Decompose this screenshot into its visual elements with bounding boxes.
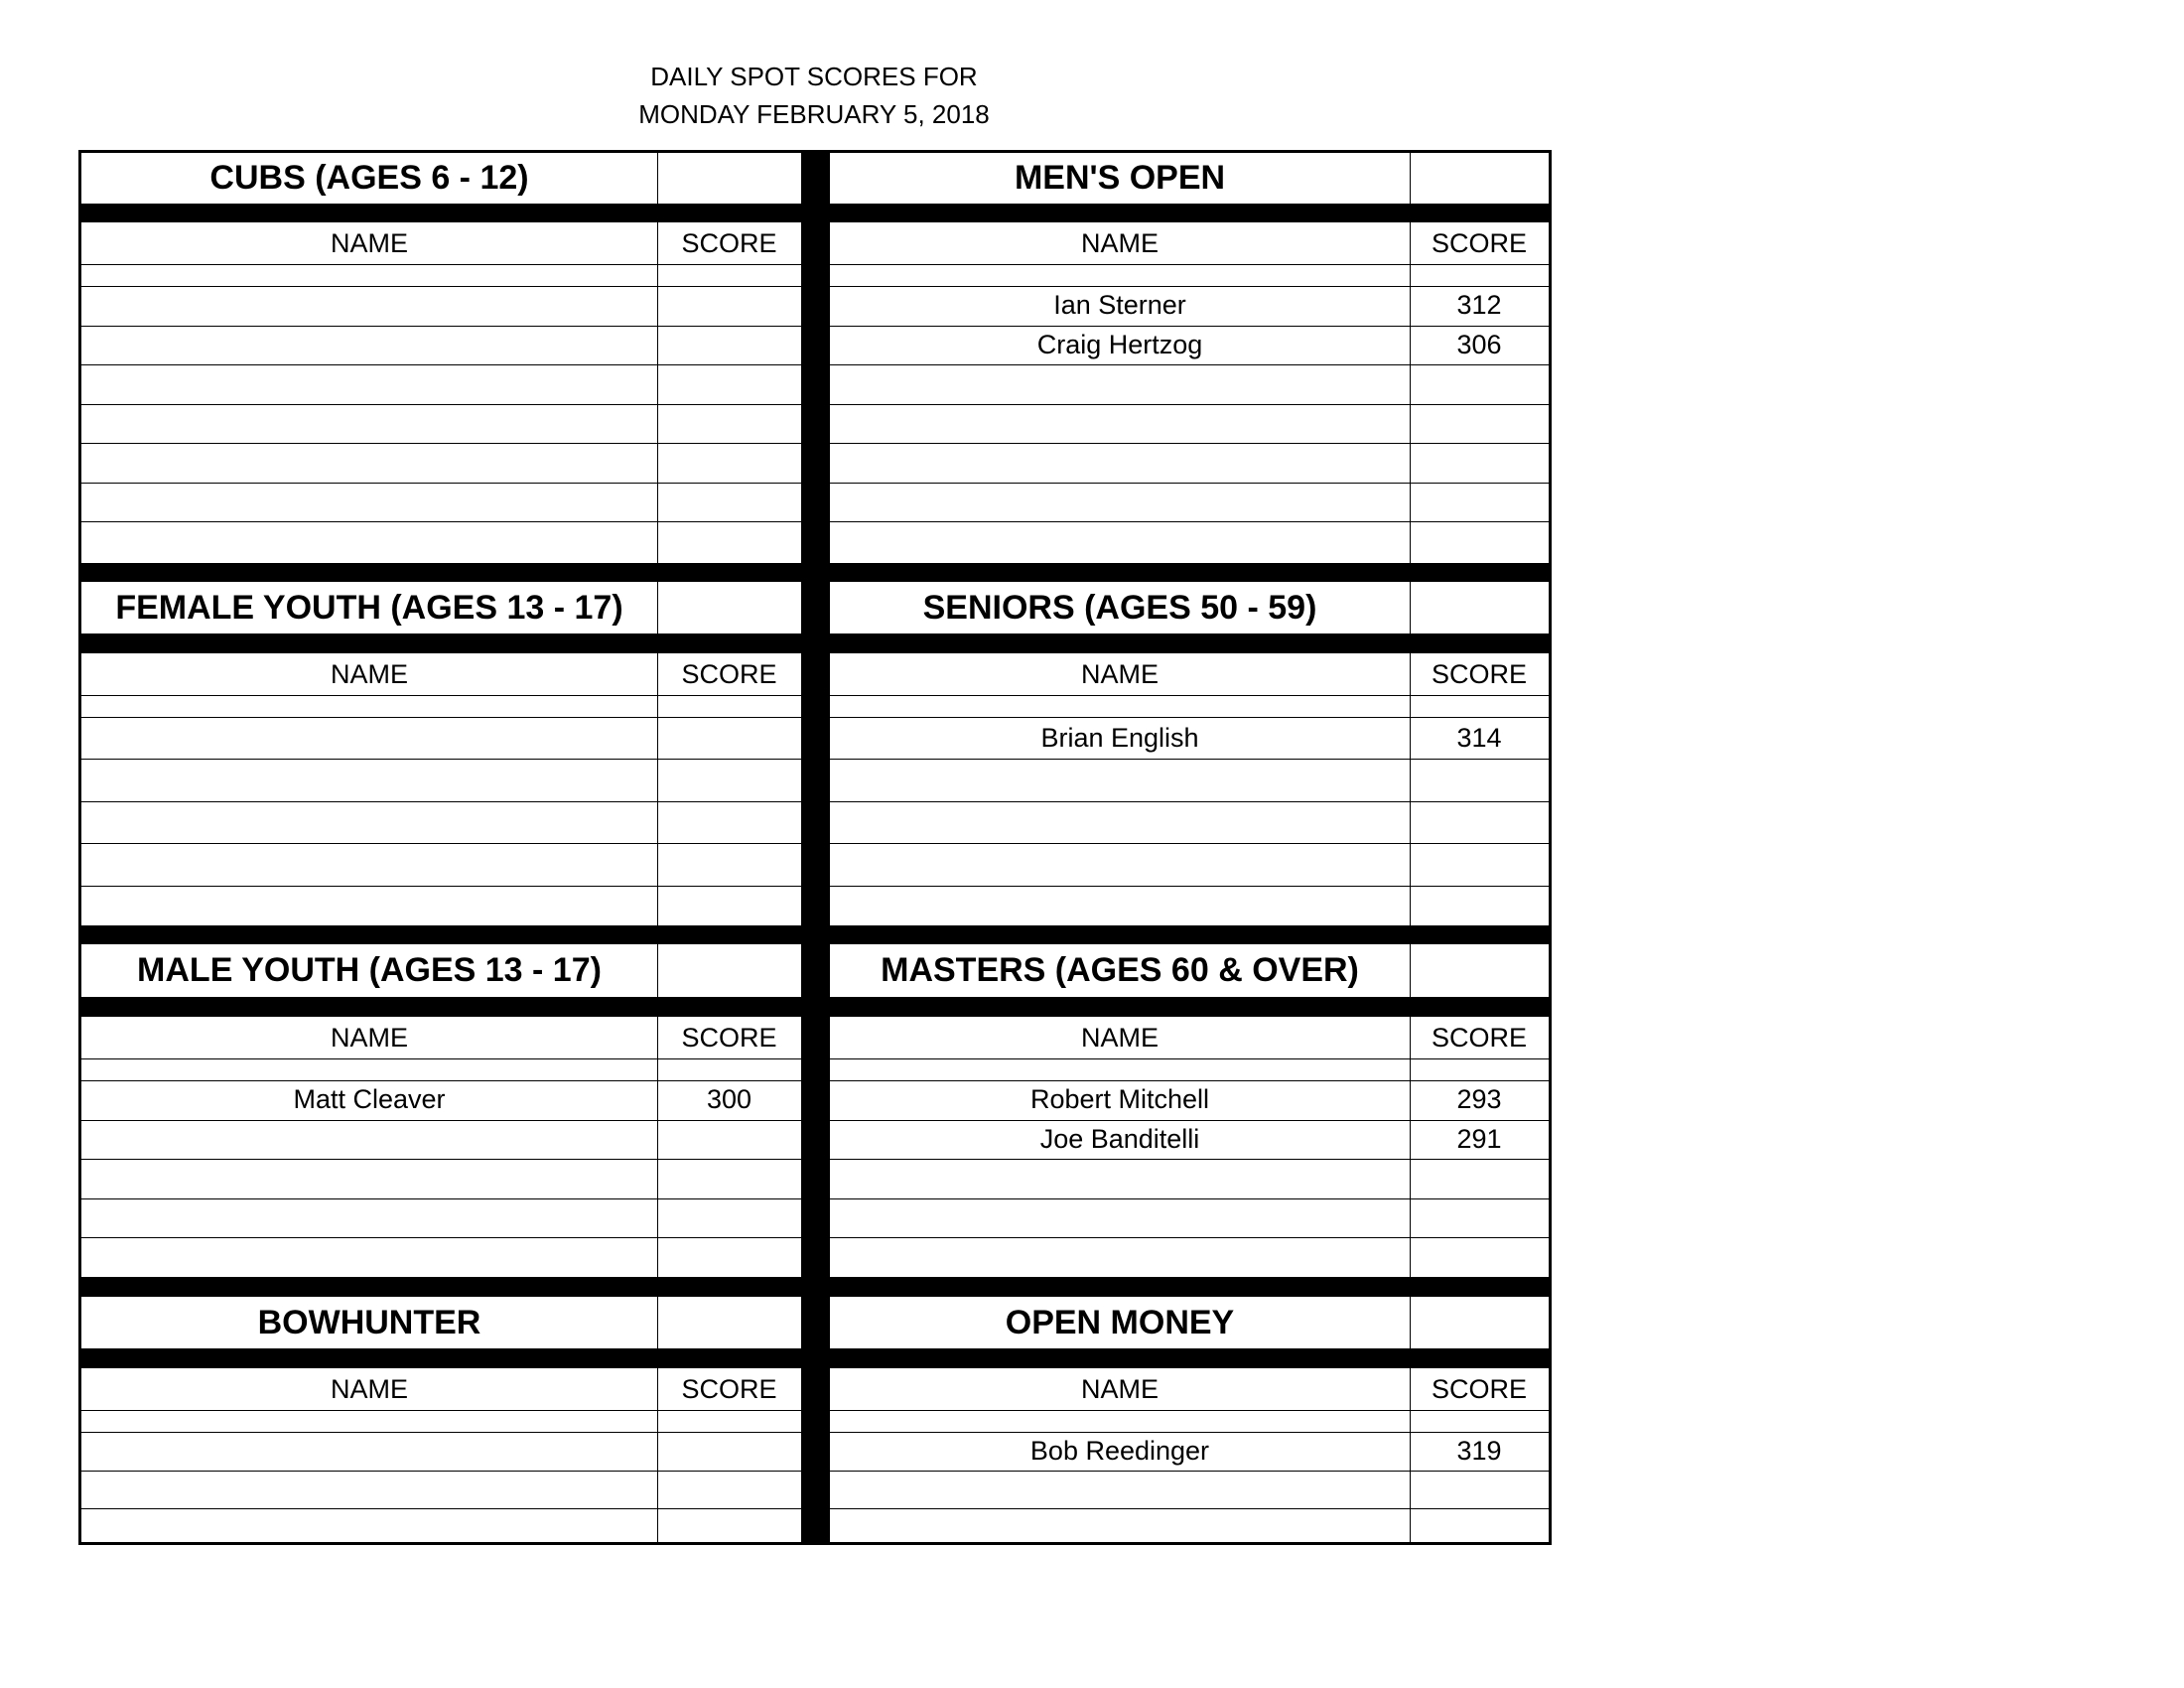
name-cell bbox=[81, 1237, 657, 1277]
name-cell: Robert Mitchell bbox=[1029, 1084, 1210, 1115]
name-cell: Brian English bbox=[1040, 722, 1199, 753]
name-cell bbox=[81, 1198, 657, 1238]
row-rule bbox=[81, 1410, 801, 1411]
column-separator bbox=[1410, 944, 1411, 997]
name-cell bbox=[830, 443, 1410, 483]
name-cell bbox=[830, 364, 1410, 404]
name-cell: Matt Cleaver bbox=[293, 1084, 446, 1115]
section-title: FEMALE YOUTH (AGES 13 - 17) bbox=[115, 588, 623, 627]
score-cell: 319 bbox=[1456, 1435, 1502, 1466]
score-cell bbox=[657, 886, 801, 925]
title-underline-band bbox=[81, 204, 1549, 222]
name-cell bbox=[81, 759, 657, 800]
score-cell bbox=[1410, 1471, 1549, 1509]
name-column-header: NAME bbox=[1080, 1022, 1159, 1053]
row-rule bbox=[830, 1410, 1549, 1411]
row-rule bbox=[81, 264, 801, 265]
score-cell: 314 bbox=[1456, 722, 1502, 753]
column-separator bbox=[657, 944, 658, 997]
score-cell: 312 bbox=[1456, 290, 1502, 321]
score-cell bbox=[1410, 521, 1549, 563]
section-separator-band bbox=[81, 563, 1549, 582]
score-cell: 306 bbox=[1456, 329, 1502, 359]
column-separator bbox=[657, 1297, 658, 1348]
score-cell bbox=[657, 364, 801, 404]
score-cell bbox=[657, 483, 801, 522]
section-title: MALE YOUTH (AGES 13 - 17) bbox=[137, 951, 602, 989]
section-title: MASTERS (AGES 60 & OVER) bbox=[881, 951, 1359, 989]
score-column-header: SCORE bbox=[681, 658, 777, 689]
column-separator bbox=[657, 582, 658, 633]
name-cell bbox=[81, 1159, 657, 1198]
row-rule bbox=[81, 695, 801, 696]
name-cell bbox=[81, 1432, 657, 1471]
name-cell bbox=[81, 404, 657, 444]
score-column-header: SCORE bbox=[1431, 658, 1528, 689]
score-cell bbox=[657, 1159, 801, 1198]
score-cell bbox=[1410, 364, 1549, 404]
name-cell bbox=[830, 1508, 1410, 1542]
name-cell bbox=[830, 1237, 1410, 1277]
name-cell bbox=[81, 483, 657, 522]
score-cell bbox=[657, 1432, 801, 1471]
title-underline-band bbox=[81, 1348, 1549, 1368]
score-cell bbox=[657, 801, 801, 843]
name-cell bbox=[81, 286, 657, 326]
score-column-header: SCORE bbox=[681, 227, 777, 258]
name-cell bbox=[830, 801, 1410, 843]
score-cell bbox=[657, 1120, 801, 1160]
name-cell: Craig Hertzog bbox=[1036, 329, 1203, 359]
score-cell bbox=[657, 1198, 801, 1238]
name-cell bbox=[830, 886, 1410, 925]
name-cell bbox=[81, 1508, 657, 1542]
score-cell bbox=[1410, 1508, 1549, 1542]
score-cell: 293 bbox=[1456, 1084, 1502, 1115]
report-title-line-1: DAILY SPOT SCORES FOR bbox=[650, 62, 978, 91]
column-separator bbox=[657, 153, 658, 204]
name-cell bbox=[81, 443, 657, 483]
name-cell bbox=[81, 886, 657, 925]
score-cell bbox=[657, 1508, 801, 1542]
score-cell bbox=[1410, 886, 1549, 925]
score-cell bbox=[1410, 1159, 1549, 1198]
section-separator-band bbox=[81, 1277, 1549, 1297]
row-rule bbox=[830, 695, 1549, 696]
score-cell bbox=[657, 759, 801, 800]
name-cell bbox=[830, 483, 1410, 522]
score-cell bbox=[1410, 404, 1549, 444]
score-cell: 291 bbox=[1456, 1123, 1502, 1154]
name-column-header: NAME bbox=[330, 658, 408, 689]
column-separator bbox=[1410, 582, 1411, 633]
name-cell: Ian Sterner bbox=[1053, 290, 1186, 321]
name-column-header: NAME bbox=[1080, 227, 1159, 258]
score-cell bbox=[1410, 1198, 1549, 1238]
score-column-header: SCORE bbox=[681, 1373, 777, 1404]
name-cell bbox=[830, 843, 1410, 885]
section-title: MEN'S OPEN bbox=[1014, 159, 1226, 197]
score-cell bbox=[1410, 843, 1549, 885]
section-title: SENIORS (AGES 50 - 59) bbox=[922, 588, 1317, 627]
score-cell bbox=[657, 443, 801, 483]
report-title-line-2: MONDAY FEBRUARY 5, 2018 bbox=[638, 99, 990, 129]
score-sheet bbox=[78, 150, 1552, 1545]
name-column-header: NAME bbox=[1080, 1373, 1159, 1404]
score-cell bbox=[657, 404, 801, 444]
score-cell bbox=[657, 1471, 801, 1509]
score-column-header: SCORE bbox=[1431, 1373, 1528, 1404]
row-rule bbox=[830, 264, 1549, 265]
score-cell bbox=[657, 326, 801, 365]
section-title: CUBS (AGES 6 - 12) bbox=[209, 159, 529, 197]
name-cell bbox=[830, 1471, 1410, 1509]
score-cell bbox=[657, 843, 801, 885]
title-underline-band bbox=[81, 997, 1549, 1017]
score-cell bbox=[1410, 483, 1549, 522]
name-cell bbox=[830, 521, 1410, 563]
score-cell bbox=[1410, 759, 1549, 800]
name-cell bbox=[81, 843, 657, 885]
name-cell bbox=[81, 1471, 657, 1509]
score-cell bbox=[657, 286, 801, 326]
section-title: OPEN MONEY bbox=[1005, 1303, 1235, 1341]
score-cell bbox=[657, 521, 801, 563]
name-cell bbox=[830, 1198, 1410, 1238]
column-separator bbox=[1410, 1297, 1411, 1348]
name-column-header: NAME bbox=[330, 1022, 408, 1053]
center-divider bbox=[801, 153, 830, 1542]
name-cell bbox=[81, 717, 657, 759]
score-cell bbox=[657, 717, 801, 759]
name-cell bbox=[81, 364, 657, 404]
name-cell bbox=[830, 404, 1410, 444]
score-column-header: SCORE bbox=[1431, 227, 1528, 258]
column-separator bbox=[1410, 153, 1411, 204]
name-cell: Bob Reedinger bbox=[1029, 1435, 1210, 1466]
score-cell bbox=[657, 1237, 801, 1277]
title-underline-band bbox=[81, 633, 1549, 653]
score-cell bbox=[1410, 801, 1549, 843]
name-column-header: NAME bbox=[330, 1373, 408, 1404]
name-cell bbox=[830, 759, 1410, 800]
name-column-header: NAME bbox=[330, 227, 408, 258]
name-column-header: NAME bbox=[1080, 658, 1159, 689]
name-cell bbox=[830, 1159, 1410, 1198]
section-title: BOWHUNTER bbox=[257, 1303, 481, 1341]
score-cell bbox=[1410, 1237, 1549, 1277]
name-cell bbox=[81, 1120, 657, 1160]
row-rule bbox=[81, 1058, 801, 1059]
name-cell bbox=[81, 326, 657, 365]
score-cell bbox=[1410, 443, 1549, 483]
score-column-header: SCORE bbox=[681, 1022, 777, 1053]
row-rule bbox=[830, 1058, 1549, 1059]
score-cell: 300 bbox=[706, 1084, 752, 1115]
name-cell: Joe Banditelli bbox=[1039, 1123, 1200, 1154]
section-separator-band bbox=[81, 925, 1549, 944]
name-cell bbox=[81, 801, 657, 843]
score-column-header: SCORE bbox=[1431, 1022, 1528, 1053]
name-cell bbox=[81, 521, 657, 563]
